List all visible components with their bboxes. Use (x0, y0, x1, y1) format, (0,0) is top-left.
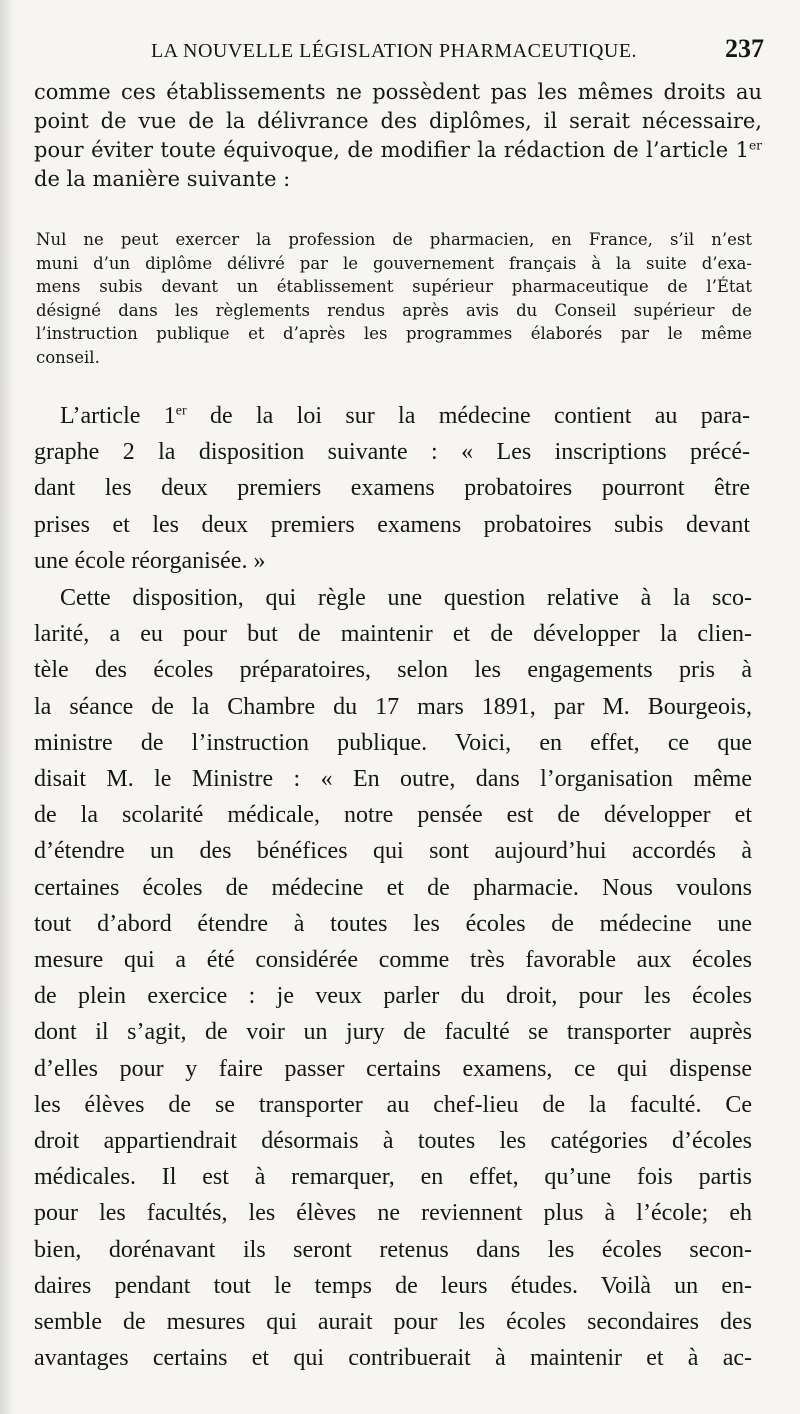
superscript-er: er (175, 403, 187, 419)
quote-line: mens subis devant un établissement supérieur pharmaceutique de l’État (36, 277, 752, 296)
intro-line: de la manière suivante : (34, 167, 291, 191)
para2-line: d’elles pour y faire passer certains examens, ce qui dispense (34, 1055, 752, 1082)
running-header (34, 34, 764, 66)
para1-line: graphe 2 la disposition suivante : « Les inscriptions précé- (34, 439, 750, 466)
para2-line: Cette disposition, qui règle une question relative à la sco- (60, 585, 752, 611)
intro-line: comme ces établissements ne possèdent pas les mêmes droits au (34, 80, 762, 104)
quote-line: l’instruction publique et d’après les programmes élaborés par le même (36, 324, 752, 343)
quote-line: désigné dans les règlements rendus après avis du Conseil supérieur de (36, 300, 752, 320)
para2-line: semble de mesures qui aurait pour les écoles secondaires des (34, 1309, 752, 1336)
para2-line: pour les facultés, les élèves ne reviennent plus à l’école; eh (34, 1200, 752, 1227)
paragraph-article-medecine (34, 398, 750, 579)
para1-line: dant les deux premiers examens probatoires pourront être (34, 475, 750, 502)
para1-line: une école réorganisée. » (34, 547, 266, 574)
para2-line: daires pendant tout le temps de leurs études. Voilà un en- (34, 1272, 752, 1299)
para1-line: prises et les deux premiers examens probatoires subis devant (34, 511, 750, 538)
article-number: 1 (163, 403, 176, 429)
intro-line-text: pour éviter toute équivoque, de modifier la rédaction de l’article (34, 138, 729, 162)
para2-line: les élèves de se transporter au chef-lieu de la faculté. Ce (34, 1091, 752, 1118)
para2-line: tèle des écoles préparatoires, selon les engagements pris à (34, 657, 752, 684)
para2-line: de la scolarité médicale, notre pensée est de développer et (34, 802, 752, 829)
para2-line: certaines écoles de médecine et de pharmacie. Nous voulons (34, 874, 752, 901)
para2-line: larité, a eu pour but de maintenir et de développer la clien- (34, 621, 752, 648)
intro-paragraph (34, 78, 762, 194)
superscript-er: er (748, 138, 762, 153)
page-number: 237 (725, 34, 764, 63)
para2-line: bien, dorénavant ils seront retenus dans les écoles secon- (34, 1236, 752, 1263)
article-number: 1 (735, 138, 749, 162)
page-edge-shadow (0, 0, 14, 1414)
quote-line: conseil. (36, 347, 100, 367)
paragraph-disposition (34, 580, 752, 1376)
quote-line: muni d’un diplôme délivré par le gouvernement français à la suite d’exa- (36, 253, 752, 273)
quoted-article (36, 228, 752, 369)
para2-line: médicales. Il est à remarquer, en effet, qu’une fois partis (34, 1164, 752, 1191)
para2-line: disait M. le Ministre : « En outre, dans l’organisation même (34, 766, 752, 793)
para2-line: tout d’abord étendre à toutes les écoles de médecine une (34, 910, 752, 937)
para2-line: dont il s’agit, de voir un jury de faculté se transporter auprès (34, 1019, 752, 1046)
para2-line: la séance de la Chambre du 17 mars 1891, par M. Bourgeois, (34, 693, 752, 720)
para1-end: de la loi sur la médecine contient au para- (209, 403, 751, 429)
quote-line: Nul ne peut exercer la profession de pharmacien, en France, s’il n’est (36, 230, 752, 249)
para2-line: droit appartiendrait désormais à toutes les catégories d’écoles (34, 1128, 752, 1155)
running-title: LA NOUVELLE LÉGISLATION PHARMACEUTIQUE. (150, 40, 638, 62)
para1-line (34, 398, 750, 434)
para2-line: d’étendre un des bénéfices qui sont aujourd’hui accordés à (34, 838, 752, 865)
intro-line (34, 136, 762, 165)
para2-line: ministre de l’instruction publique. Voici, en effet, ce que (34, 729, 752, 756)
para2-line: de plein exercice : je veux parler du droit, pour les écoles (34, 983, 752, 1010)
intro-line: point de vue de la délivrance des diplômes, il serait nécessaire, (34, 109, 762, 133)
para2-line: mesure qui a été considérée comme très favorable aux écoles (34, 947, 752, 974)
para2-line: avantages certains et qui contribuerait à maintenir et à ac- (34, 1345, 752, 1372)
para1-start: L’article (60, 403, 141, 429)
